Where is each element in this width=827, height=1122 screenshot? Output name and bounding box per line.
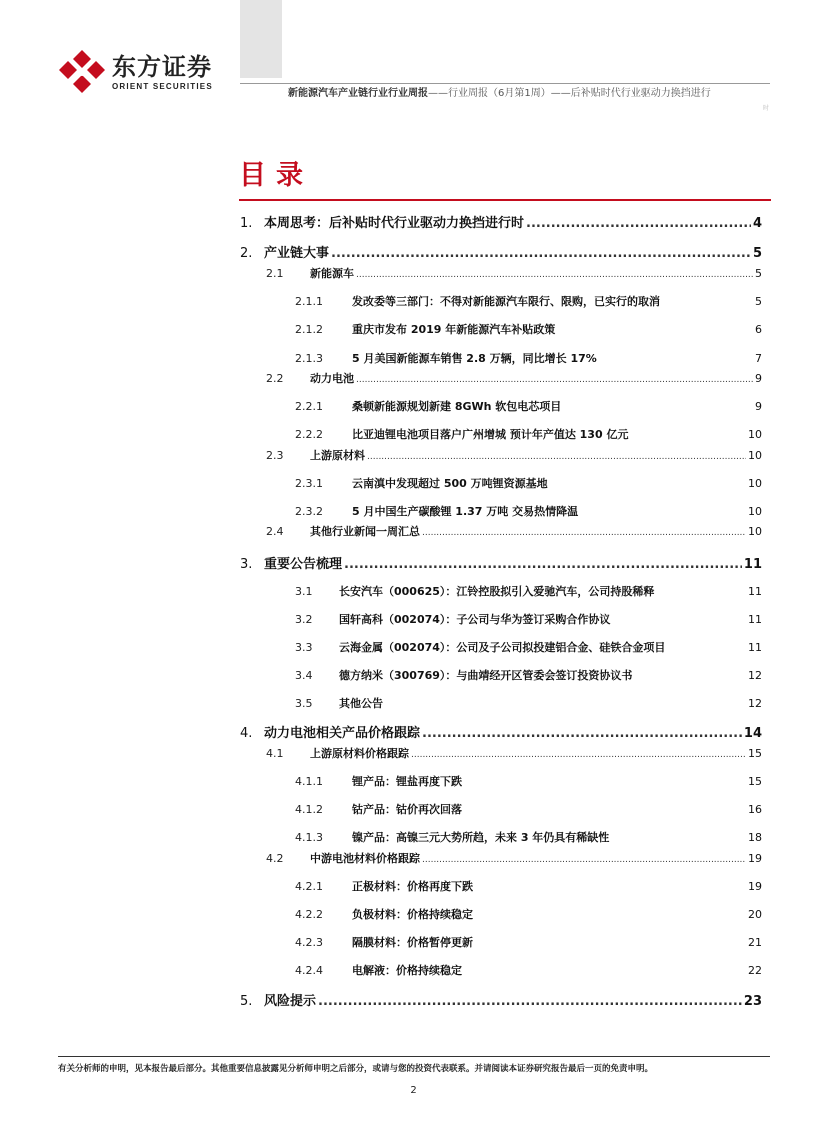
- toc-entry-number: 2.2: [266, 372, 284, 385]
- toc-entry-label: 产业链大事: [264, 246, 330, 261]
- toc-entry[interactable]: [295, 667, 762, 683]
- footer-disclaimer: 有关分析师的申明，见本报告最后部分。其他重要信息披露见分析师申明之后部分，或请与您的投资代表联系。并请阅读本证券研究报告最后一页的免责申明。: [58, 1064, 654, 1074]
- toc-leader-dots: [422, 726, 742, 741]
- toc-entry-label: 重庆市发布 2019 年新能源汽车补贴政策: [352, 323, 556, 336]
- toc-entry[interactable]: [240, 212, 762, 231]
- toc-entry[interactable]: [266, 523, 762, 539]
- toc-entry-page: 21: [748, 936, 762, 949]
- toc-entry-number: 4.1.2: [295, 803, 323, 816]
- toc-entry-label: 钴产品：钴价再次回落: [352, 803, 462, 816]
- toc-entry-number: 3.3: [295, 641, 313, 654]
- toc-entry-number: 3.1: [295, 585, 313, 598]
- toc-entry-number: 2.3: [266, 449, 284, 462]
- toc-leader-dots: [526, 216, 751, 231]
- toc-leader-dots: [367, 452, 746, 462]
- toc-entry-label: 镍产品：高镍三元大势所趋，未来 3 年仍具有稀缺性: [352, 831, 610, 844]
- toc-leader-dots: [344, 557, 742, 572]
- toc-entry-page: 12: [748, 669, 762, 682]
- report-subtitle: ——行业周报（6月第1周）——后补贴时代行业驱动力换挡进行: [428, 88, 711, 99]
- toc-entry-label: 隔膜材料：价格暂停更新: [352, 936, 473, 949]
- toc-entry-label: 中游电池材料价格跟踪: [310, 852, 420, 865]
- toc-entry[interactable]: [240, 553, 762, 572]
- toc-entry-label: 云南滇中发现超过 500 万吨锂资源基地: [352, 477, 548, 490]
- toc-entry[interactable]: [295, 801, 762, 817]
- toc-title: 目录: [239, 160, 313, 191]
- header-gray-block: [240, 0, 282, 78]
- toc-leader-dots: [422, 855, 746, 865]
- toc-entry-number: 2.: [240, 246, 253, 261]
- toc-leader-dots: [331, 246, 751, 261]
- toc-leader-dots: [411, 750, 746, 760]
- toc-entry-label: 桑顿新能源规划新建 8GWh 软包电芯项目: [352, 400, 562, 413]
- brand-name-en: ORIENT SECURITIES: [112, 81, 213, 91]
- toc-entry[interactable]: [240, 242, 762, 261]
- toc-entry-page: 22: [748, 964, 762, 977]
- toc-entry[interactable]: [266, 745, 762, 761]
- toc-entry-page: 15: [748, 747, 762, 760]
- toc-entry[interactable]: [266, 265, 762, 281]
- toc-entry-number: 2.1.3: [295, 352, 323, 365]
- toc-entry-page: 11: [748, 585, 762, 598]
- toc-entry[interactable]: [295, 350, 762, 366]
- toc-entry-label: 负极材料：价格持续稳定: [352, 908, 473, 921]
- toc-entry-number: 4.2: [266, 852, 284, 865]
- toc-entry-page: 11: [743, 557, 762, 572]
- toc-entry-number: 2.1.1: [295, 295, 323, 308]
- toc-entry-label: 5 月中国生产碳酸锂 1.37 万吨 交易热情降温: [352, 505, 579, 518]
- toc-entry-page: 10: [748, 505, 762, 518]
- toc-entry[interactable]: [295, 475, 762, 491]
- toc-entry[interactable]: [295, 695, 762, 711]
- footer-divider: [58, 1056, 770, 1057]
- toc-entry-page: 11: [748, 641, 762, 654]
- toc-entry-label: 新能源车: [310, 267, 354, 280]
- toc-entry-page: 9: [755, 372, 762, 385]
- toc-entry[interactable]: [295, 962, 762, 978]
- report-header: [288, 84, 711, 99]
- toc-entry-page: 10: [748, 477, 762, 490]
- toc-entry[interactable]: [295, 293, 762, 309]
- toc-entry[interactable]: [266, 370, 762, 386]
- toc-entry-label: 本周思考：后补贴时代行业驱动力换挡进行时: [264, 216, 525, 231]
- toc-entry-label: 动力电池: [310, 372, 354, 385]
- toc-entry-label: 重要公告梳理: [264, 557, 343, 572]
- toc-entry[interactable]: [295, 829, 762, 845]
- toc-entry-label: 发改委等三部门：不得对新能源汽车限行、限购，已实行的取消: [352, 295, 660, 308]
- toc-entry-number: 4.1.1: [295, 775, 323, 788]
- toc-entry[interactable]: [266, 850, 762, 866]
- toc-entry[interactable]: [295, 773, 762, 789]
- toc-title-rule: [239, 199, 771, 201]
- toc-entry[interactable]: [240, 990, 762, 1009]
- toc-entry-number: 4.2.2: [295, 908, 323, 921]
- toc-entry-page: 9: [755, 400, 762, 413]
- toc-leader-dots: [356, 270, 753, 280]
- toc-entry-label: 长安汽车（000625）：江铃控股拟引入爱驰汽车，公司持股稀释: [339, 585, 655, 598]
- toc-entry-page: 15: [748, 775, 762, 788]
- toc-entry-label: 其他公告: [339, 697, 383, 710]
- toc-entry[interactable]: [295, 639, 762, 655]
- brand-name-cn: 东方证券: [112, 52, 212, 81]
- toc-leader-dots: [422, 528, 746, 538]
- toc-entry-page: 10: [748, 525, 762, 538]
- toc-entry-number: 3.: [240, 557, 253, 572]
- report-name: 新能源汽车产业链行业行业周报: [288, 88, 428, 99]
- toc-entry-label: 上游原材料价格跟踪: [310, 747, 409, 760]
- orient-securities-logo-icon: [58, 48, 106, 96]
- toc-entry-label: 云海金属（002074）：公司及子公司拟投建铝合金、硅铁合金项目: [339, 641, 666, 654]
- toc-entry-page: 20: [748, 908, 762, 921]
- toc-entry-label: 动力电池相关产品价格跟踪: [264, 726, 421, 741]
- toc-entry-number: 1.: [240, 216, 253, 231]
- toc-entry-page: 23: [743, 994, 762, 1009]
- toc-entry-page: 10: [748, 428, 762, 441]
- toc-entry-page: 12: [748, 697, 762, 710]
- toc-entry[interactable]: [295, 611, 762, 627]
- toc-entry-label: 正极材料：价格再度下跌: [352, 880, 473, 893]
- toc-entry-number: 2.1: [266, 267, 284, 280]
- toc-entry-number: 4.1.3: [295, 831, 323, 844]
- toc-entry-page: 5: [752, 246, 762, 261]
- header-small-mark: 时: [762, 105, 769, 112]
- toc-entry-page: 14: [743, 726, 762, 741]
- toc-entry[interactable]: [295, 906, 762, 922]
- toc-entry-page: 5: [755, 267, 762, 280]
- toc-entry-label: 其他行业新闻一周汇总: [310, 525, 420, 538]
- toc-entry-label: 德方纳米（300769）：与曲靖经开区管委会签订投资协议书: [339, 669, 633, 682]
- toc-entry[interactable]: [295, 934, 762, 950]
- toc-entry-page: 18: [748, 831, 762, 844]
- toc-entry-number: 2.2.2: [295, 428, 323, 441]
- toc-entry[interactable]: [295, 878, 762, 894]
- toc-entry-page: 11: [748, 613, 762, 626]
- toc-entry-label: 比亚迪锂电池项目落户广州增城 预计年产值达 130 亿元: [352, 428, 629, 441]
- toc-entry-label: 电解液：价格持续稳定: [352, 964, 462, 977]
- toc-entry[interactable]: [295, 503, 762, 519]
- toc-entry-page: 16: [748, 803, 762, 816]
- toc-entry-label: 上游原材料: [310, 449, 365, 462]
- toc-entry-number: 4.2.1: [295, 880, 323, 893]
- toc-entry-number: 4.1: [266, 747, 284, 760]
- toc-entry-number: 3.4: [295, 669, 313, 682]
- toc-entry-number: 4.: [240, 726, 253, 741]
- toc-entry-label: 5 月美国新能源车销售 2.8 万辆，同比增长 17%: [352, 352, 597, 365]
- company-logo: [58, 48, 213, 96]
- toc-entry[interactable]: [295, 321, 762, 337]
- toc-leader-dots: [318, 994, 742, 1009]
- toc-entry-label: 锂产品：锂盐再度下跌: [352, 775, 462, 788]
- toc-entry-page: 19: [748, 880, 762, 893]
- toc-entry-label: 国轩高科（002074）：子公司与华为签订采购合作协议: [339, 613, 611, 626]
- toc-entry-page: 5: [755, 295, 762, 308]
- toc-entry[interactable]: [295, 426, 762, 442]
- toc-entry-number: 5.: [240, 994, 253, 1009]
- toc-entry-page: 19: [748, 852, 762, 865]
- toc-entry-label: 风险提示: [264, 994, 317, 1009]
- toc-entry-number: 2.4: [266, 525, 284, 538]
- toc-entry-number: 4.2.3: [295, 936, 323, 949]
- toc-entry[interactable]: [295, 583, 762, 599]
- toc-entry[interactable]: [295, 398, 762, 414]
- toc-entry-number: 3.2: [295, 613, 313, 626]
- toc-entry-number: 2.2.1: [295, 400, 323, 413]
- toc-entry-number: 3.5: [295, 697, 313, 710]
- toc-entry[interactable]: [240, 722, 762, 741]
- toc-leader-dots: [356, 375, 753, 385]
- toc-entry-page: 6: [755, 323, 762, 336]
- page-number: 2: [410, 1085, 417, 1096]
- toc-entry-page: 4: [752, 216, 762, 231]
- toc-entry-page: 7: [755, 352, 762, 365]
- toc-entry-number: 2.3.1: [295, 477, 323, 490]
- toc-entry-number: 4.2.4: [295, 964, 323, 977]
- toc-entry-number: 2.3.2: [295, 505, 323, 518]
- toc-entry[interactable]: [266, 447, 762, 463]
- toc-entry-page: 10: [748, 449, 762, 462]
- toc-entry-number: 2.1.2: [295, 323, 323, 336]
